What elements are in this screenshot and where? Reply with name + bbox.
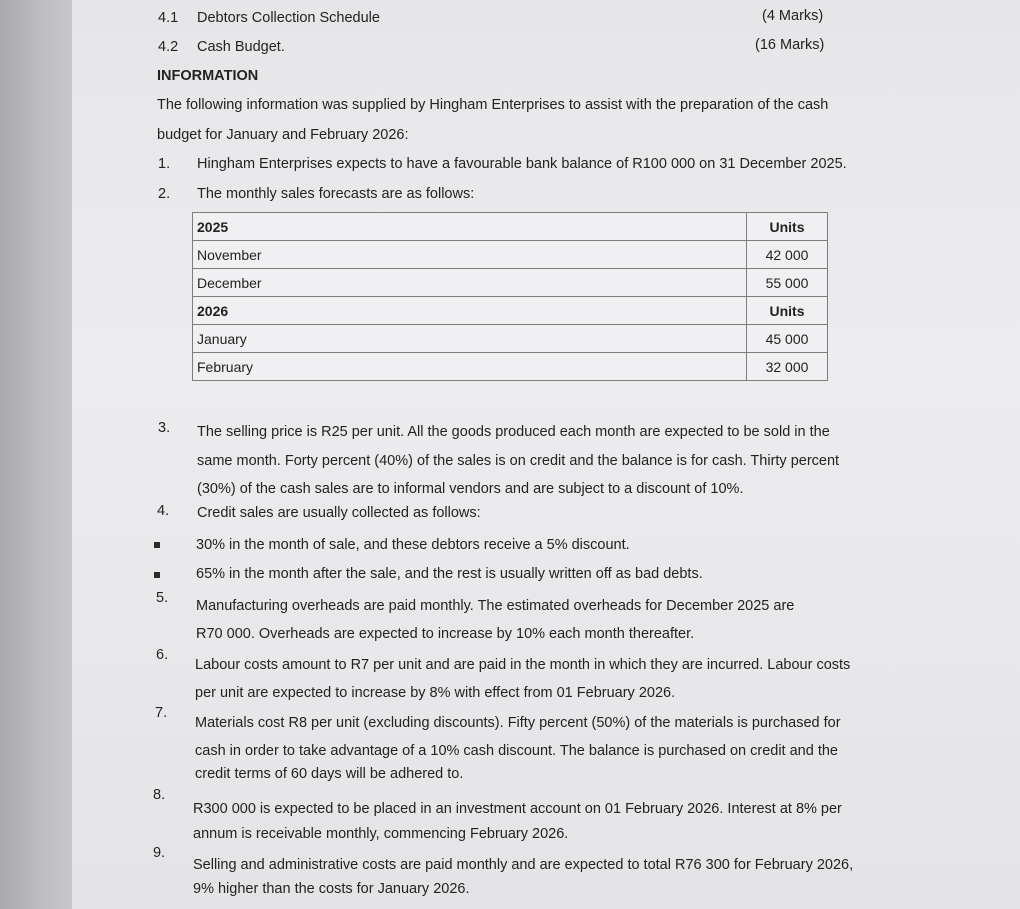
table-row [193,297,828,325]
table-cell-month: November [193,241,747,269]
question-marks: (4 Marks) [762,8,824,24]
item-text: credit terms of 60 days will be adhered to. [195,766,464,782]
table-cell-month: February [193,353,747,381]
intro-line: budget for January and February 2026: [157,127,409,143]
sales-forecast-table [192,212,828,381]
question-title: Debtors Collection Schedule [197,10,380,26]
item-number: 6. [156,647,169,663]
item-text: R300 000 is expected to be placed in an investment account on 01 February 2026. Interest at 8% per [193,801,842,817]
question-number: 4.2 [158,39,179,55]
section-heading: INFORMATION [157,68,259,84]
bullet-icon [154,572,160,578]
table-cell-month: December [193,269,747,297]
bullet-text: 65% in the month after the sale, and the rest is usually written off as bad debts. [196,566,703,582]
item-text: R70 000. Overheads are expected to increase by 10% each month thereafter. [196,626,695,642]
intro-line: The following information was supplied by Hingham Enterprises to assist with the preparation of the cash [157,97,829,113]
item-number: 9. [153,845,166,861]
item-text: Selling and administrative costs are paid monthly and are expected to total R76 300 for February 2026, [193,857,854,873]
item-text: The monthly sales forecasts are as follows: [197,186,475,202]
table-cell-units-header: Units [747,213,828,241]
item-text: Manufacturing overheads are paid monthly. The estimated overheads for December 2025 are [196,598,795,614]
item-text: per unit are expected to increase by 8% with effect from 01 February 2026. [195,685,676,701]
table-row [193,241,828,269]
item-text: annum is receivable monthly, commencing February 2026. [193,826,569,842]
table-cell-units: 32 000 [747,353,828,381]
item-number: 5. [156,590,169,606]
item-text: same month. Forty percent (40%) of the sales is on credit and the balance is for cash. Thirty percent [197,453,840,469]
item-text: Credit sales are usually collected as follows: [197,505,481,521]
item-text: The selling price is R25 per unit. All the goods produced each month are expected to be sold in the [197,424,830,440]
item-text: 9% higher than the costs for January 2026. [193,881,470,897]
table-cell-year: 2026 [193,297,747,325]
bullet-icon [154,542,160,548]
item-number: 3. [158,420,171,436]
table-cell-year: 2025 [193,213,747,241]
table-row [193,269,828,297]
item-text: cash in order to take advantage of a 10% cash discount. The balance is purchased on credit and the [195,743,838,759]
table-row [193,213,828,241]
table-row [193,353,828,381]
item-text: Hingham Enterprises expects to have a favourable bank balance of R100 000 on 31 December 2025. [197,156,847,172]
item-number: 4. [157,503,170,519]
question-marks: (16 Marks) [755,37,825,53]
bullet-text: 30% in the month of sale, and these debtors receive a 5% discount. [196,537,630,553]
table-cell-units: 55 000 [747,269,828,297]
table-cell-units: 42 000 [747,241,828,269]
item-number: 8. [153,787,166,803]
table-cell-units: 45 000 [747,325,828,353]
question-number: 4.1 [158,10,179,26]
question-title: Cash Budget. [197,39,285,55]
item-text: Labour costs amount to R7 per unit and are paid in the month in which they are incurred. Labour costs [195,657,851,673]
table-cell-month: January [193,325,747,353]
item-number: 7. [155,705,168,721]
item-number: 2. [158,186,171,202]
item-number: 1. [158,156,171,172]
item-text: Materials cost R8 per unit (excluding discounts). Fifty percent (50%) of the materials is purchased for [195,715,841,731]
table-row [193,325,828,353]
table-cell-units-header: Units [747,297,828,325]
item-text: (30%) of the cash sales are to informal vendors and are subject to a discount of 10%. [197,481,744,497]
